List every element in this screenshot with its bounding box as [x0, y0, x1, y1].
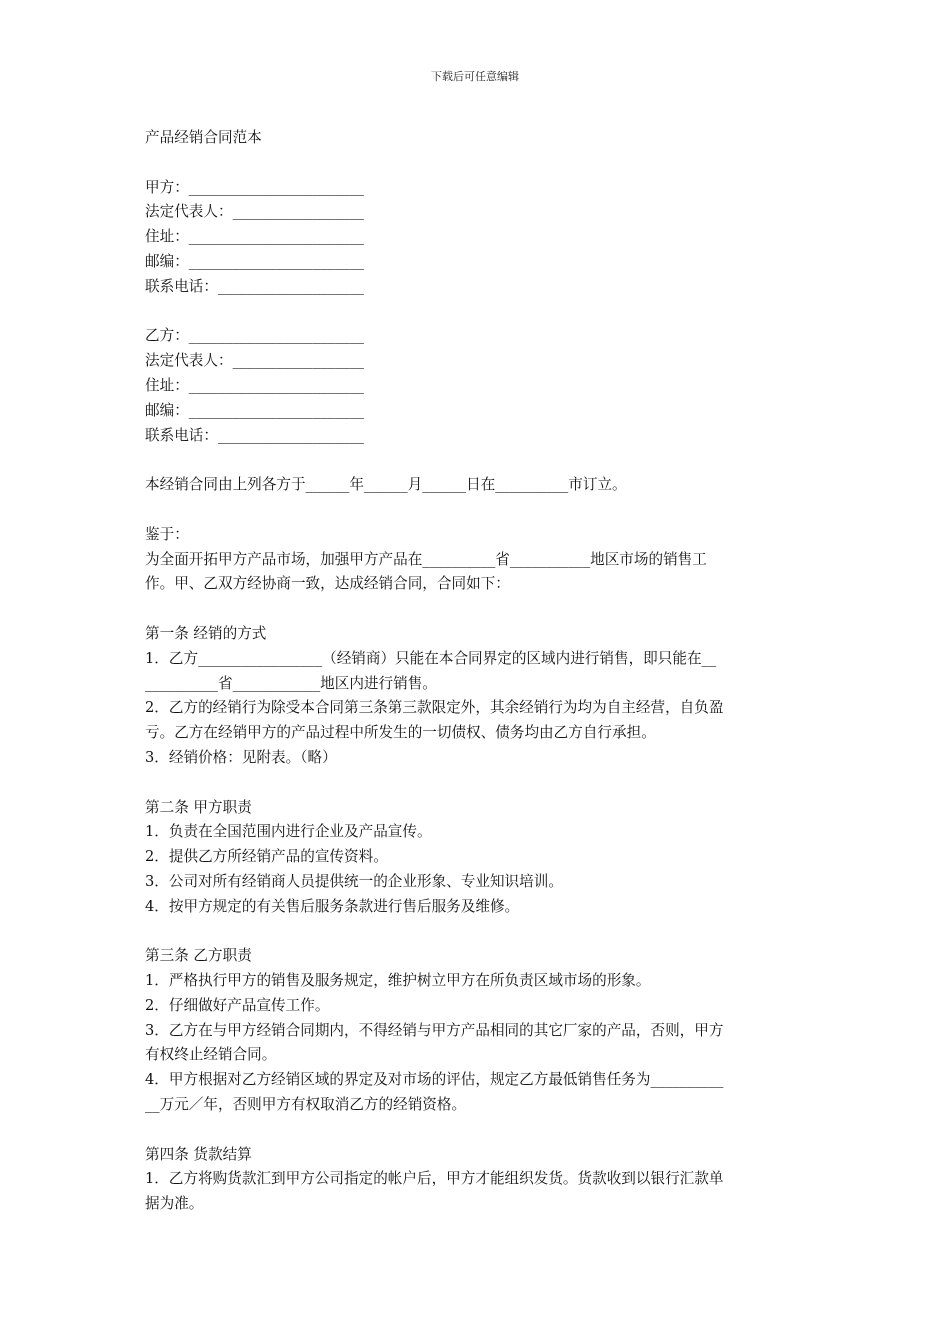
- article-line: 3．公司对所有经销商人员提供统一的企业形象、专业知识培训。: [145, 872, 563, 890]
- article-heading: 第四条 货款结算: [145, 1145, 252, 1163]
- article-line: 1．乙方将购货款汇到甲方公司指定的帐户后，甲方才能组织发货。货款收到以银行汇款单: [145, 1170, 724, 1188]
- article-line: 2．仔细做好产品宣传工作。: [145, 996, 330, 1014]
- article-3: [145, 944, 807, 1118]
- article-line: 3．乙方在与甲方经销合同期内，不得经销与甲方产品相同的其它厂家的产品，否则，甲方: [145, 1021, 724, 1039]
- party-b-address: 住址：________________________: [145, 376, 364, 394]
- party-a-address: 住址：________________________: [145, 228, 364, 246]
- whereas-text-line: 为全面开拓甲方产品市场，加强甲方产品在__________省___________地区市场的销售工: [145, 550, 707, 568]
- article-line: 2．提供乙方所经销产品的宣传资料。: [145, 848, 388, 866]
- party-b-name: 乙方：________________________: [145, 327, 364, 345]
- party-b-representative: 法定代表人：__________________: [145, 352, 364, 370]
- party-a-phone: 联系电话：____________________: [145, 277, 364, 295]
- party-b-phone: 联系电话：____________________: [145, 426, 364, 444]
- document-title: 产品经销合同范本: [145, 129, 262, 146]
- article-line: 4．甲方根据对乙方经销区域的界定及对市场的评估，规定乙方最低销售任务为__________: [145, 1071, 724, 1089]
- party-a-name: 甲方：________________________: [145, 178, 364, 196]
- article-line: __________省____________地区内进行销售。: [145, 674, 437, 692]
- contract-body: [145, 126, 807, 1217]
- article-line: 4．按甲方规定的有关售后服务条款进行售后服务及维修。: [145, 897, 520, 915]
- article-1: [145, 622, 807, 771]
- article-line: 1．乙方_________________（经销商）只能在本合同界定的区域内进行销售，即只能在__: [145, 649, 717, 667]
- article-line: __万元／年，否则甲方有权取消乙方的经销资格。: [145, 1096, 467, 1114]
- article-line: 1．负责在全国范围内进行企业及产品宣传。: [145, 823, 432, 841]
- article-2: [145, 796, 807, 920]
- article-line: 3．经销价格：见附表。（略）: [145, 748, 337, 766]
- whereas-section: [145, 523, 807, 597]
- article-4: [145, 1143, 807, 1217]
- article-line: 亏。乙方在经销甲方的产品过程中所发生的一切债权、债务均由乙方自行承担。: [145, 724, 656, 742]
- article-heading: 第二条 甲方职责: [145, 798, 252, 816]
- article-line: 1．严格执行甲方的销售及服务规定，维护树立甲方在所负责区域市场的形象。: [145, 972, 651, 990]
- signing-clause: 本经销合同由上列各方于______年______月______日在__________市订立。: [145, 476, 627, 494]
- article-line: 2．乙方的经销行为除受本合同第三条第三款限定外，其余经销行为均为自主经营，自负盈: [145, 699, 724, 717]
- article-heading: 第一条 经销的方式: [145, 624, 267, 642]
- article-heading: 第三条 乙方职责: [145, 947, 252, 965]
- whereas-heading: 鉴于：: [145, 525, 189, 543]
- article-line: 有权终止经销合同。: [145, 1046, 277, 1064]
- header-note: 下载后可任意编辑: [431, 70, 519, 83]
- party-a-representative: 法定代表人：__________________: [145, 203, 364, 221]
- article-line: 据为准。: [145, 1195, 204, 1213]
- party-a-block: [145, 176, 807, 300]
- party-b-postcode: 邮编：________________________: [145, 401, 364, 419]
- party-a-postcode: 邮编：________________________: [145, 252, 364, 270]
- party-b-block: [145, 324, 807, 448]
- whereas-text-line: 作。甲、乙双方经协商一致，达成经销合同，合同如下：: [145, 575, 510, 593]
